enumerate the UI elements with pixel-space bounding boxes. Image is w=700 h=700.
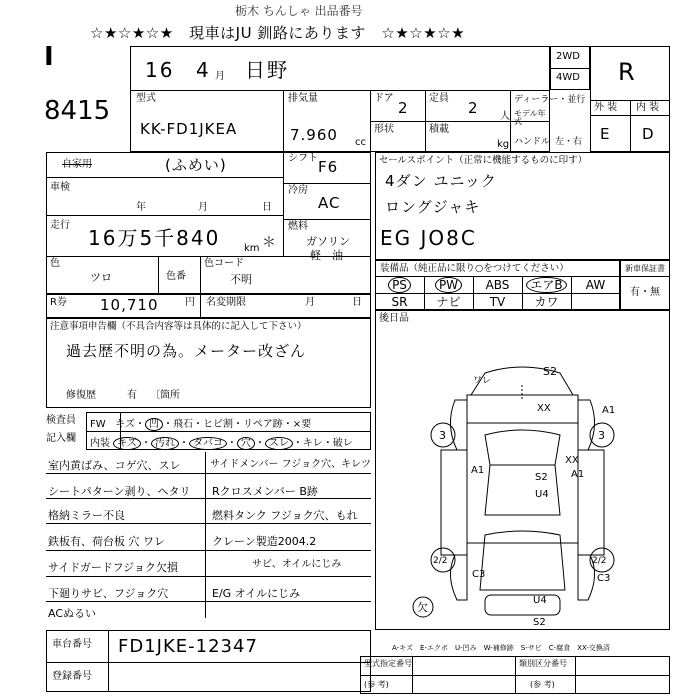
fuel-value: ガソリン <box>306 235 350 248</box>
recycle-value: 10,710 <box>100 296 159 314</box>
left-side-panel <box>441 450 467 555</box>
model-code: KK-FD1JKEA <box>140 120 238 138</box>
deadline-label: 名変期限 <box>206 297 246 308</box>
model-label: 型式 <box>136 93 156 104</box>
shape-label: 形状 <box>374 124 394 135</box>
shift-label: シフト <box>288 153 318 164</box>
inspection-day-unit: 日 <box>262 202 272 213</box>
mark-3-right: 3 <box>598 429 605 442</box>
star-mark: ＊ <box>262 235 276 251</box>
mark-2-2-left: 2/2 <box>433 556 448 566</box>
capacity-label: 定員 <box>429 93 449 104</box>
color-code-label: 色コード <box>204 258 244 269</box>
memo-left-3: 格納ミラー不良 <box>48 509 125 522</box>
warranty-label: 新車保証書 <box>625 264 665 273</box>
cab-body <box>467 423 578 543</box>
equip-ps: PS <box>375 279 424 291</box>
yen-unit: 円 <box>185 297 195 308</box>
grade-interior: D <box>642 125 655 143</box>
equip-abs: ABS <box>485 278 510 292</box>
equip-pw: PW <box>424 279 473 291</box>
inspection-label: 車検 <box>50 182 70 193</box>
cabin-floor <box>485 465 560 515</box>
registration-label: 登録番号 <box>52 671 92 682</box>
mark-u4-mid: U4 <box>535 489 549 500</box>
cc-unit: cc <box>355 137 366 148</box>
mark-xx-2: XX <box>565 455 579 466</box>
sale-point-3: EG JO8C <box>380 226 477 250</box>
handle-label: ハンドル <box>514 137 551 147</box>
memo-right-4: クレーン製造2004.2 <box>212 535 317 548</box>
chassis-label: 車台番号 <box>52 639 92 650</box>
memo-left-4: 鉄板有、荷台板 穴 ワレ <box>48 535 165 548</box>
handle-options: 左・右 <box>555 137 583 147</box>
warranty-options: 有・無 <box>630 287 660 298</box>
year-value: 16 <box>145 58 175 82</box>
equip-sr: SR <box>391 295 408 309</box>
sale-point-1: 4ダン ユニック <box>385 172 497 190</box>
equip-aw: AW <box>585 278 606 292</box>
mileage-value: 16万5千840 <box>88 226 221 250</box>
notice-label: 注意事項申告欄（不具合内容等は具体的に記入して下さい） <box>50 321 307 332</box>
repair-have: 有 <box>127 390 137 401</box>
equip-tv: TV <box>489 295 506 309</box>
inspection-month-unit: 月 <box>198 202 208 213</box>
color-no-label: 色番 <box>166 271 186 282</box>
memo-right-2: Rクロスメンバー B跡 <box>212 485 318 498</box>
equip-navi: ナビ <box>436 295 461 309</box>
notice-text: 過去歴不明の為。メーター改ざん <box>66 342 307 360</box>
kg-unit: kg <box>497 139 510 150</box>
usage-note: (ふめい) <box>165 156 227 174</box>
grade-exterior: E <box>600 125 611 143</box>
class-reference: (参 考) <box>530 680 555 689</box>
class-number-label: 類別区分番号 <box>519 659 567 668</box>
mark-a1-left: A1 <box>471 465 485 476</box>
repair-place: 〔箇所 <box>150 390 180 401</box>
month-value: 4 <box>196 58 211 82</box>
inspect-row-1: FW キズ・ 凹 ・飛石・ヒビ割・リペア跡・×要 <box>90 419 312 430</box>
model-year-label: モデル年式 <box>514 109 546 126</box>
spec-number-label: 型式指定番号 <box>364 659 412 668</box>
capacity-value: 2 <box>468 99 479 117</box>
color-label: 色 <box>50 258 60 269</box>
mileage-label: 走行 <box>50 220 70 231</box>
repair-history-label: 修復歴 <box>66 390 96 401</box>
mark-2-2-right: 2/2 <box>592 556 607 566</box>
rear-shape <box>480 531 565 590</box>
persons-unit: 人 <box>500 111 510 122</box>
roof-shape <box>485 430 560 465</box>
usage-label: 自家用 <box>62 159 92 170</box>
exterior-label: 外 装 <box>594 102 618 113</box>
damage-diagram <box>375 355 670 630</box>
memo-right-5: サビ、オイルにじみ <box>252 559 342 570</box>
inspect-row-2: 内装 キズ ・ 汚れ ・ タバコ ・ 穴 ・ スレ ・キレ・破レ <box>90 438 353 449</box>
cooler-label: 冷房 <box>288 185 308 196</box>
interior-label: 内 装 <box>636 102 660 113</box>
damage-legend: A-キズ E-エクボ U-凹み W-補修跡 S-サビ C-腐食 XX-交換済 <box>392 644 610 652</box>
doors-value: 2 <box>398 99 409 117</box>
mark-c3-br: C3 <box>597 573 611 584</box>
mark-xx-1: XX <box>537 403 551 414</box>
notes-label: 記入欄 <box>46 433 76 444</box>
inspector-label: 検査員 <box>46 415 76 426</box>
fuel-label: 燃料 <box>288 221 308 232</box>
equipment-label: 装備品（純正品に限り○をつけてください） <box>380 263 569 274</box>
rear-bumper <box>485 595 560 615</box>
mark-a1-tr: A1 <box>602 405 616 416</box>
fuel-value-2: 軽 油 <box>310 249 343 262</box>
memo-left-1: 室内黄ばみ、コゲ穴、スレ <box>48 459 181 472</box>
memo-left-6: 下廻りサビ、フジョク穴 <box>48 587 169 600</box>
top-left-mark: I <box>44 42 54 72</box>
memo-left-2: シートパターン剥り、ヘタリ <box>48 485 191 498</box>
mark-missing: 欠 <box>417 601 428 614</box>
color-code-value: 不明 <box>230 273 252 286</box>
mark-a1-right: A1 <box>571 469 585 480</box>
chassis-value: FD1JKE-12347 <box>118 636 258 657</box>
memo-right-1: サイドメンバー フジョク穴、キレツ <box>210 459 371 470</box>
lot-number: 8415 <box>44 96 111 126</box>
cooler-value: AC <box>318 194 341 212</box>
deadline-month: 月 <box>305 297 315 308</box>
shift-value: F6 <box>318 158 339 176</box>
color-value: ツロ <box>90 271 112 284</box>
rear-seat-label: 後日品 <box>379 313 409 324</box>
banner-notice: ☆★☆★☆★ 現車はJU 釧路にあります ☆★☆★☆★ <box>90 24 466 42</box>
mark-c3-bl: C3 <box>472 569 486 580</box>
load-label: 積載 <box>429 124 449 135</box>
mark-u4-bot: U4 <box>533 595 547 606</box>
mark-s2-mid: S2 <box>535 472 548 483</box>
deadline-day: 日 <box>352 297 362 308</box>
equip-leather: カワ <box>534 295 559 309</box>
hood-shape <box>467 395 578 423</box>
sale-points-label: セールスポイント（正常に機能するものに印す） <box>379 155 588 166</box>
header-scrawl: 栃木 ちんしゃ 出品番号 <box>235 4 363 18</box>
drive-2wd: 2WD <box>556 51 580 62</box>
steering-side: R <box>618 58 635 86</box>
memo-right-6: E/G オイルにじみ <box>212 587 301 600</box>
equip-airbag: エアB <box>522 279 571 291</box>
displacement-value: 7.960 <box>290 126 338 144</box>
spec-reference: (参 考) <box>364 680 389 689</box>
km-unit: km <box>244 243 260 254</box>
mark-top-s2: S2 <box>543 365 557 378</box>
doors-label: ドア <box>374 93 394 104</box>
mark-3-left: 3 <box>439 429 446 442</box>
memo-right-3: 燃料タンク フジョク穴、もれ <box>212 509 358 522</box>
recycle-label: R券 <box>50 297 67 308</box>
memo-left-5: サイドガードフジョク欠損 <box>48 561 178 574</box>
memo-left-7: ACぬるい <box>48 607 97 620</box>
month-unit: 月 <box>215 71 225 82</box>
mark-crack: ワレ <box>473 376 492 386</box>
dealer-label: ディーラー・並行 <box>514 95 586 105</box>
sale-point-2: ロングジャキ <box>385 198 481 216</box>
left-rear-fender <box>450 555 467 600</box>
displacement-label: 排気量 <box>288 93 318 104</box>
maker-value: 日野 <box>245 58 289 82</box>
inspection-year-unit: 年 <box>136 202 146 213</box>
drive-4wd: 4WD <box>556 72 580 83</box>
mark-s2-bot: S2 <box>533 617 546 628</box>
right-side-panel <box>578 450 604 555</box>
